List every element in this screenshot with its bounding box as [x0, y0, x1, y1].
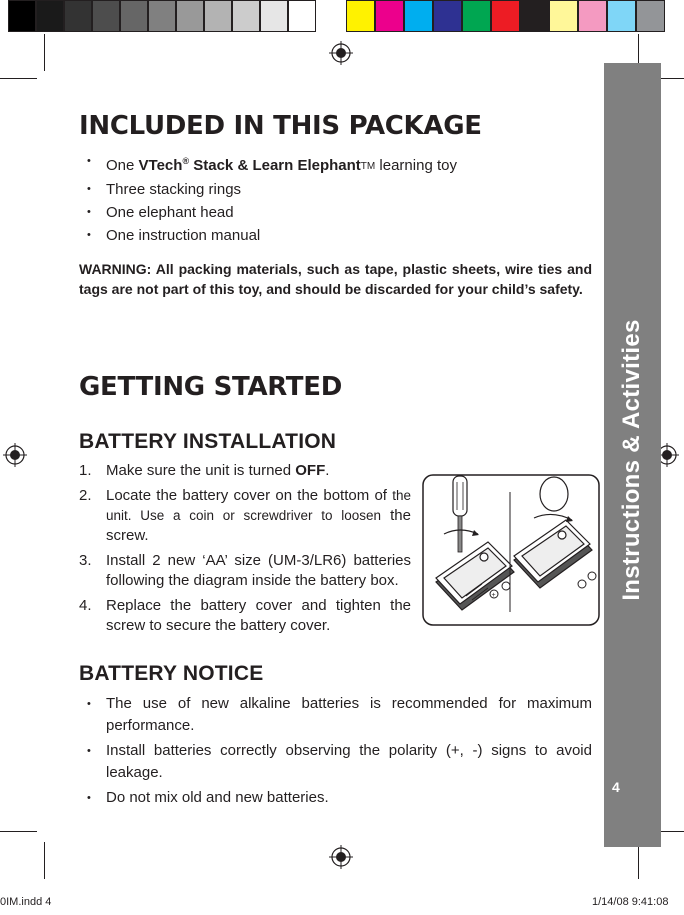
- color-swatch: [92, 0, 120, 32]
- color-swatch: [288, 0, 316, 32]
- list-item: 4. Replace the battery cover and tighten the screw to secure the battery cover.: [79, 597, 411, 634]
- color-swatch: [520, 0, 549, 32]
- registration-target-icon: [329, 845, 353, 869]
- list-item: • One instruction manual: [87, 227, 261, 244]
- battery-diagram: [422, 474, 600, 626]
- battery-notice-list: [79, 693, 592, 812]
- page-number: 4: [612, 779, 620, 795]
- color-swatch: [607, 0, 636, 32]
- getting-started-heading: GETTING STARTED: [79, 372, 342, 402]
- color-swatch: [232, 0, 260, 32]
- footer-date: 1/14/08 9:41:08: [592, 896, 669, 908]
- list-item: • One VTech® Stack & Learn ElephantTM learning toy: [87, 155, 457, 174]
- included-heading: INCLUDED IN THIS PACKAGE: [79, 111, 482, 141]
- color-swatch: [578, 0, 607, 32]
- color-swatch: [120, 0, 148, 32]
- color-swatch: [148, 0, 176, 32]
- color-swatch: [36, 0, 64, 32]
- battery-installation-heading: BATTERY INSTALLATION: [79, 430, 337, 453]
- crop-mark: [44, 34, 45, 71]
- warning-text: WARNING: All packing materials, such as tape, plastic sheets, wire ties and tags are not part of this toy, and should be discarded for your child’s safety.: [79, 261, 592, 297]
- color-swatch: [462, 0, 491, 32]
- crop-mark: [44, 842, 45, 879]
- registration-target-icon: [3, 443, 27, 467]
- color-swatch: [636, 0, 665, 32]
- color-swatch: [433, 0, 462, 32]
- list-item: • Do not mix old and new batteries.: [87, 789, 329, 806]
- footer-file-name: 0IM.indd 4: [0, 896, 52, 908]
- color-swatch: [204, 0, 232, 32]
- color-swatch: [64, 0, 92, 32]
- battery-notice-heading: BATTERY NOTICE: [79, 662, 264, 685]
- list-item: • The use of new alkaline batteries is recommended for maximum performance.: [87, 695, 592, 734]
- installation-steps: [79, 461, 411, 641]
- list-item: 3. Install 2 new ‘AA’ size (UM-3/LR6) batteries following the diagram inside the battery box.: [79, 552, 411, 589]
- color-swatch: [375, 0, 404, 32]
- list-item: 1. Make sure the unit is turned OFF.: [79, 462, 330, 479]
- color-swatch: [404, 0, 433, 32]
- coin-icon: [540, 477, 568, 511]
- crop-mark: [0, 831, 37, 832]
- crop-mark: [0, 78, 37, 79]
- color-swatch: [346, 0, 375, 32]
- crop-mark: [638, 842, 639, 879]
- registration-target-icon: [329, 41, 353, 65]
- color-swatch: [491, 0, 520, 32]
- list-item: 2. Locate the battery cover on the bottom of the unit. Use a coin or screwdriver to loosen the screw.: [79, 487, 411, 544]
- list-item: • One elephant head: [87, 204, 234, 221]
- minus-icon: [502, 582, 510, 590]
- svg-text:+: +: [491, 592, 496, 599]
- side-tab-title: Instructions & Activities: [618, 319, 645, 601]
- list-item: • Install batteries correctly observing the polarity (+, -) signs to avoid leakage.: [87, 742, 592, 781]
- color-swatch: [549, 0, 578, 32]
- list-item: • Three stacking rings: [87, 181, 242, 198]
- color-swatch: [176, 0, 204, 32]
- included-list: [79, 150, 457, 247]
- color-swatch: [8, 0, 36, 32]
- color-swatch: [260, 0, 288, 32]
